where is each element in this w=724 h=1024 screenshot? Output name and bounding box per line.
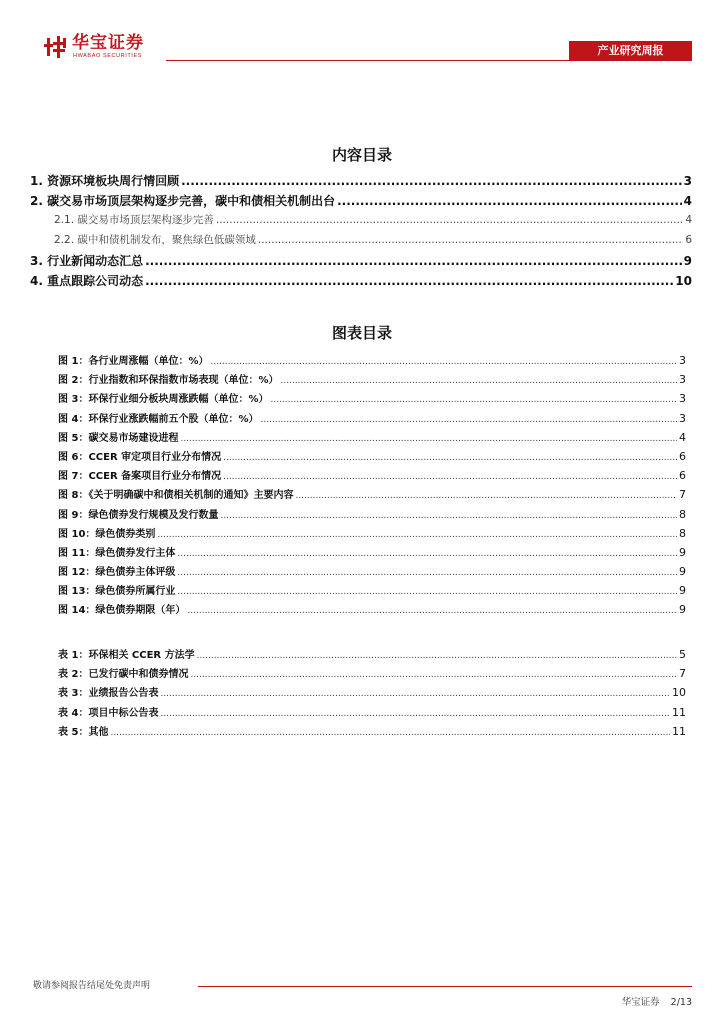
figure-entry[interactable]: [58, 544, 686, 563]
toc-entry-page: 9: [683, 254, 692, 268]
dot-leader: [223, 453, 677, 463]
dot-leader: [223, 472, 677, 482]
figure-entry-label: 图 8：《关于明确碳中和债相关机制的通知》主要内容: [58, 490, 294, 502]
dot-leader: [220, 511, 677, 521]
dot-leader: [197, 651, 677, 661]
page-header: [0, 0, 724, 64]
table-entry[interactable]: [58, 723, 686, 742]
figure-entry[interactable]: [58, 352, 686, 371]
toc-entry-page: 4: [685, 214, 692, 226]
figures-title: 图表目录: [331, 324, 392, 342]
figure-entry-page: 6: [679, 449, 686, 463]
contents-title: 内容目录: [331, 146, 392, 164]
footer-brand: 华宝证券: [621, 997, 660, 1008]
figure-entry[interactable]: [58, 371, 686, 390]
table-entry-label: 表 1：环保相关 CCER 方法学: [58, 650, 195, 661]
dot-leader: [187, 606, 677, 616]
dot-leader: [180, 434, 677, 444]
figure-entry-page: 8: [679, 507, 686, 521]
table-entry-page: 11: [672, 705, 686, 719]
logo-text-cn: 华宝证券: [72, 33, 144, 53]
header-divider: [166, 60, 578, 61]
figure-entry-page: 8: [679, 526, 686, 540]
figure-entry-label: 图 10：绿色债券类别: [58, 528, 156, 540]
figure-entry-label: 图 1：各行业周涨幅（单位：%）: [58, 356, 209, 367]
figure-entry-label: 图 11：绿色债券发行主体: [58, 547, 176, 559]
table-of-contents: [30, 172, 692, 292]
toc-entry-label: 2. 碳交易市场顶层架构逐步完善，碳中和债相关机制出台: [30, 194, 336, 208]
toc-subentry[interactable]: [30, 232, 692, 252]
figure-entry[interactable]: [58, 506, 686, 525]
dot-leader: [181, 174, 682, 188]
figure-entry-page: 9: [679, 545, 686, 559]
toc-entry[interactable]: [30, 172, 692, 192]
toc-entry-label: 1. 资源环境板块周行情回顾: [30, 174, 180, 188]
dot-leader: [160, 689, 670, 699]
dot-leader: [157, 530, 677, 540]
dot-leader: [270, 395, 677, 405]
dot-leader: [190, 670, 677, 680]
toc-entry-label: 3. 行业新闻动态汇总: [30, 254, 144, 268]
table-entry[interactable]: [58, 665, 686, 684]
dot-leader: [177, 587, 677, 597]
figure-entry-label: 图 5：碳交易市场建设进程: [58, 432, 179, 444]
dot-leader: [210, 357, 677, 367]
figure-entry[interactable]: [58, 563, 686, 582]
toc-entry-page: 3: [683, 174, 692, 188]
toc-entry-label: 2.2. 碳中和债机制发布，聚焦绿色低碳领域: [54, 234, 256, 246]
toc-entry-page: 4: [683, 194, 692, 208]
report-type-badge: 产业研究周报: [569, 41, 692, 61]
figure-entry[interactable]: [58, 410, 686, 429]
toc-entry-page: 6: [685, 234, 692, 246]
table-entry[interactable]: [58, 646, 686, 665]
figure-entry-page: 9: [679, 565, 686, 579]
figure-entry-label: 图 9：绿色债券发行规模及发行数量: [58, 509, 219, 521]
figure-entry-label: 图 7：CCER 备案项目行业分布情况: [58, 471, 222, 483]
dot-leader: [295, 491, 677, 501]
dot-leader: [216, 214, 683, 226]
footer-disclaimer: 敬请参阅报告结尾处免责声明: [33, 981, 151, 991]
figure-entry[interactable]: [58, 582, 686, 601]
figure-entry-page: 3: [679, 411, 686, 425]
table-entry-label: 表 2：已发行碳中和债券情况: [58, 669, 189, 681]
figure-entry-page: 7: [679, 488, 686, 502]
figure-entry-page: 9: [679, 584, 686, 598]
dot-leader: [145, 254, 682, 268]
table-list: [58, 646, 686, 742]
figure-entry-label: 图 2：行业指数和环保指数市场表现（单位：%）: [58, 375, 279, 387]
toc-subentry[interactable]: [30, 212, 692, 232]
figure-entry-label: 图 4：环保行业涨跌幅前五个股（单位：%）: [58, 413, 259, 425]
figure-entry-label: 图 6：CCER 审定项目行业分布情况: [58, 451, 222, 463]
table-entry-page: 10: [672, 686, 686, 700]
figure-entry-label: 图 14：绿色债券期限（年）: [58, 605, 186, 617]
figure-entry-page: 3: [679, 373, 686, 387]
dot-leader: [258, 234, 683, 246]
figure-entry[interactable]: [58, 429, 686, 448]
dot-leader: [280, 376, 677, 386]
figure-list: [58, 352, 686, 621]
figure-entry-label: 图 13：绿色债券所属行业: [58, 586, 176, 598]
figure-entry-page: 9: [679, 603, 686, 617]
table-entry-label: 表 3：业绩报告公告表: [58, 688, 159, 700]
table-entry-label: 表 5：其他: [58, 726, 109, 738]
figure-entry[interactable]: [58, 486, 686, 505]
footer-divider: [198, 986, 692, 987]
dot-leader: [145, 274, 673, 288]
table-entry-page: 7: [679, 667, 686, 681]
table-entry-page: 11: [672, 724, 686, 738]
toc-entry[interactable]: [30, 192, 692, 212]
toc-entry-page: 10: [675, 274, 692, 288]
figure-entry-label: 图 12：绿色债券主体评级: [58, 567, 176, 579]
dot-leader: [337, 194, 682, 208]
toc-entry-label: 2.1. 碳交易市场顶层架构逐步完善: [54, 214, 214, 226]
page-number: 2/13: [670, 997, 692, 1008]
figure-entry[interactable]: [58, 390, 686, 409]
footer-info: [614, 994, 692, 1008]
figure-entry-label: 图 3：环保行业细分板块周涨跌幅（单位：%）: [58, 394, 269, 406]
dot-leader: [160, 709, 670, 719]
figure-entry[interactable]: [58, 448, 686, 467]
table-entry[interactable]: [58, 684, 686, 703]
toc-entry[interactable]: [30, 272, 692, 292]
table-entry-label: 表 4：项目中标公告表: [58, 707, 159, 719]
figure-entry[interactable]: [58, 601, 686, 620]
logo-text-en: HWABAO SECURITIES: [73, 53, 142, 59]
toc-entry-label: 4. 重点跟踪公司动态: [30, 274, 144, 288]
figure-entry-page: 3: [679, 354, 686, 367]
table-entry[interactable]: [58, 704, 686, 723]
table-entry-page: 5: [679, 648, 686, 661]
figure-entry[interactable]: [58, 467, 686, 486]
dot-leader: [177, 549, 677, 559]
dot-leader: [260, 415, 677, 425]
figure-entry[interactable]: [58, 525, 686, 544]
dot-leader: [110, 728, 670, 738]
figure-entry-page: 6: [679, 469, 686, 483]
dot-leader: [177, 568, 677, 578]
figure-entry-page: 3: [679, 392, 686, 406]
toc-entry[interactable]: [30, 252, 692, 272]
figure-entry-page: 4: [679, 430, 686, 444]
hwabao-logo-icon: [44, 34, 68, 60]
